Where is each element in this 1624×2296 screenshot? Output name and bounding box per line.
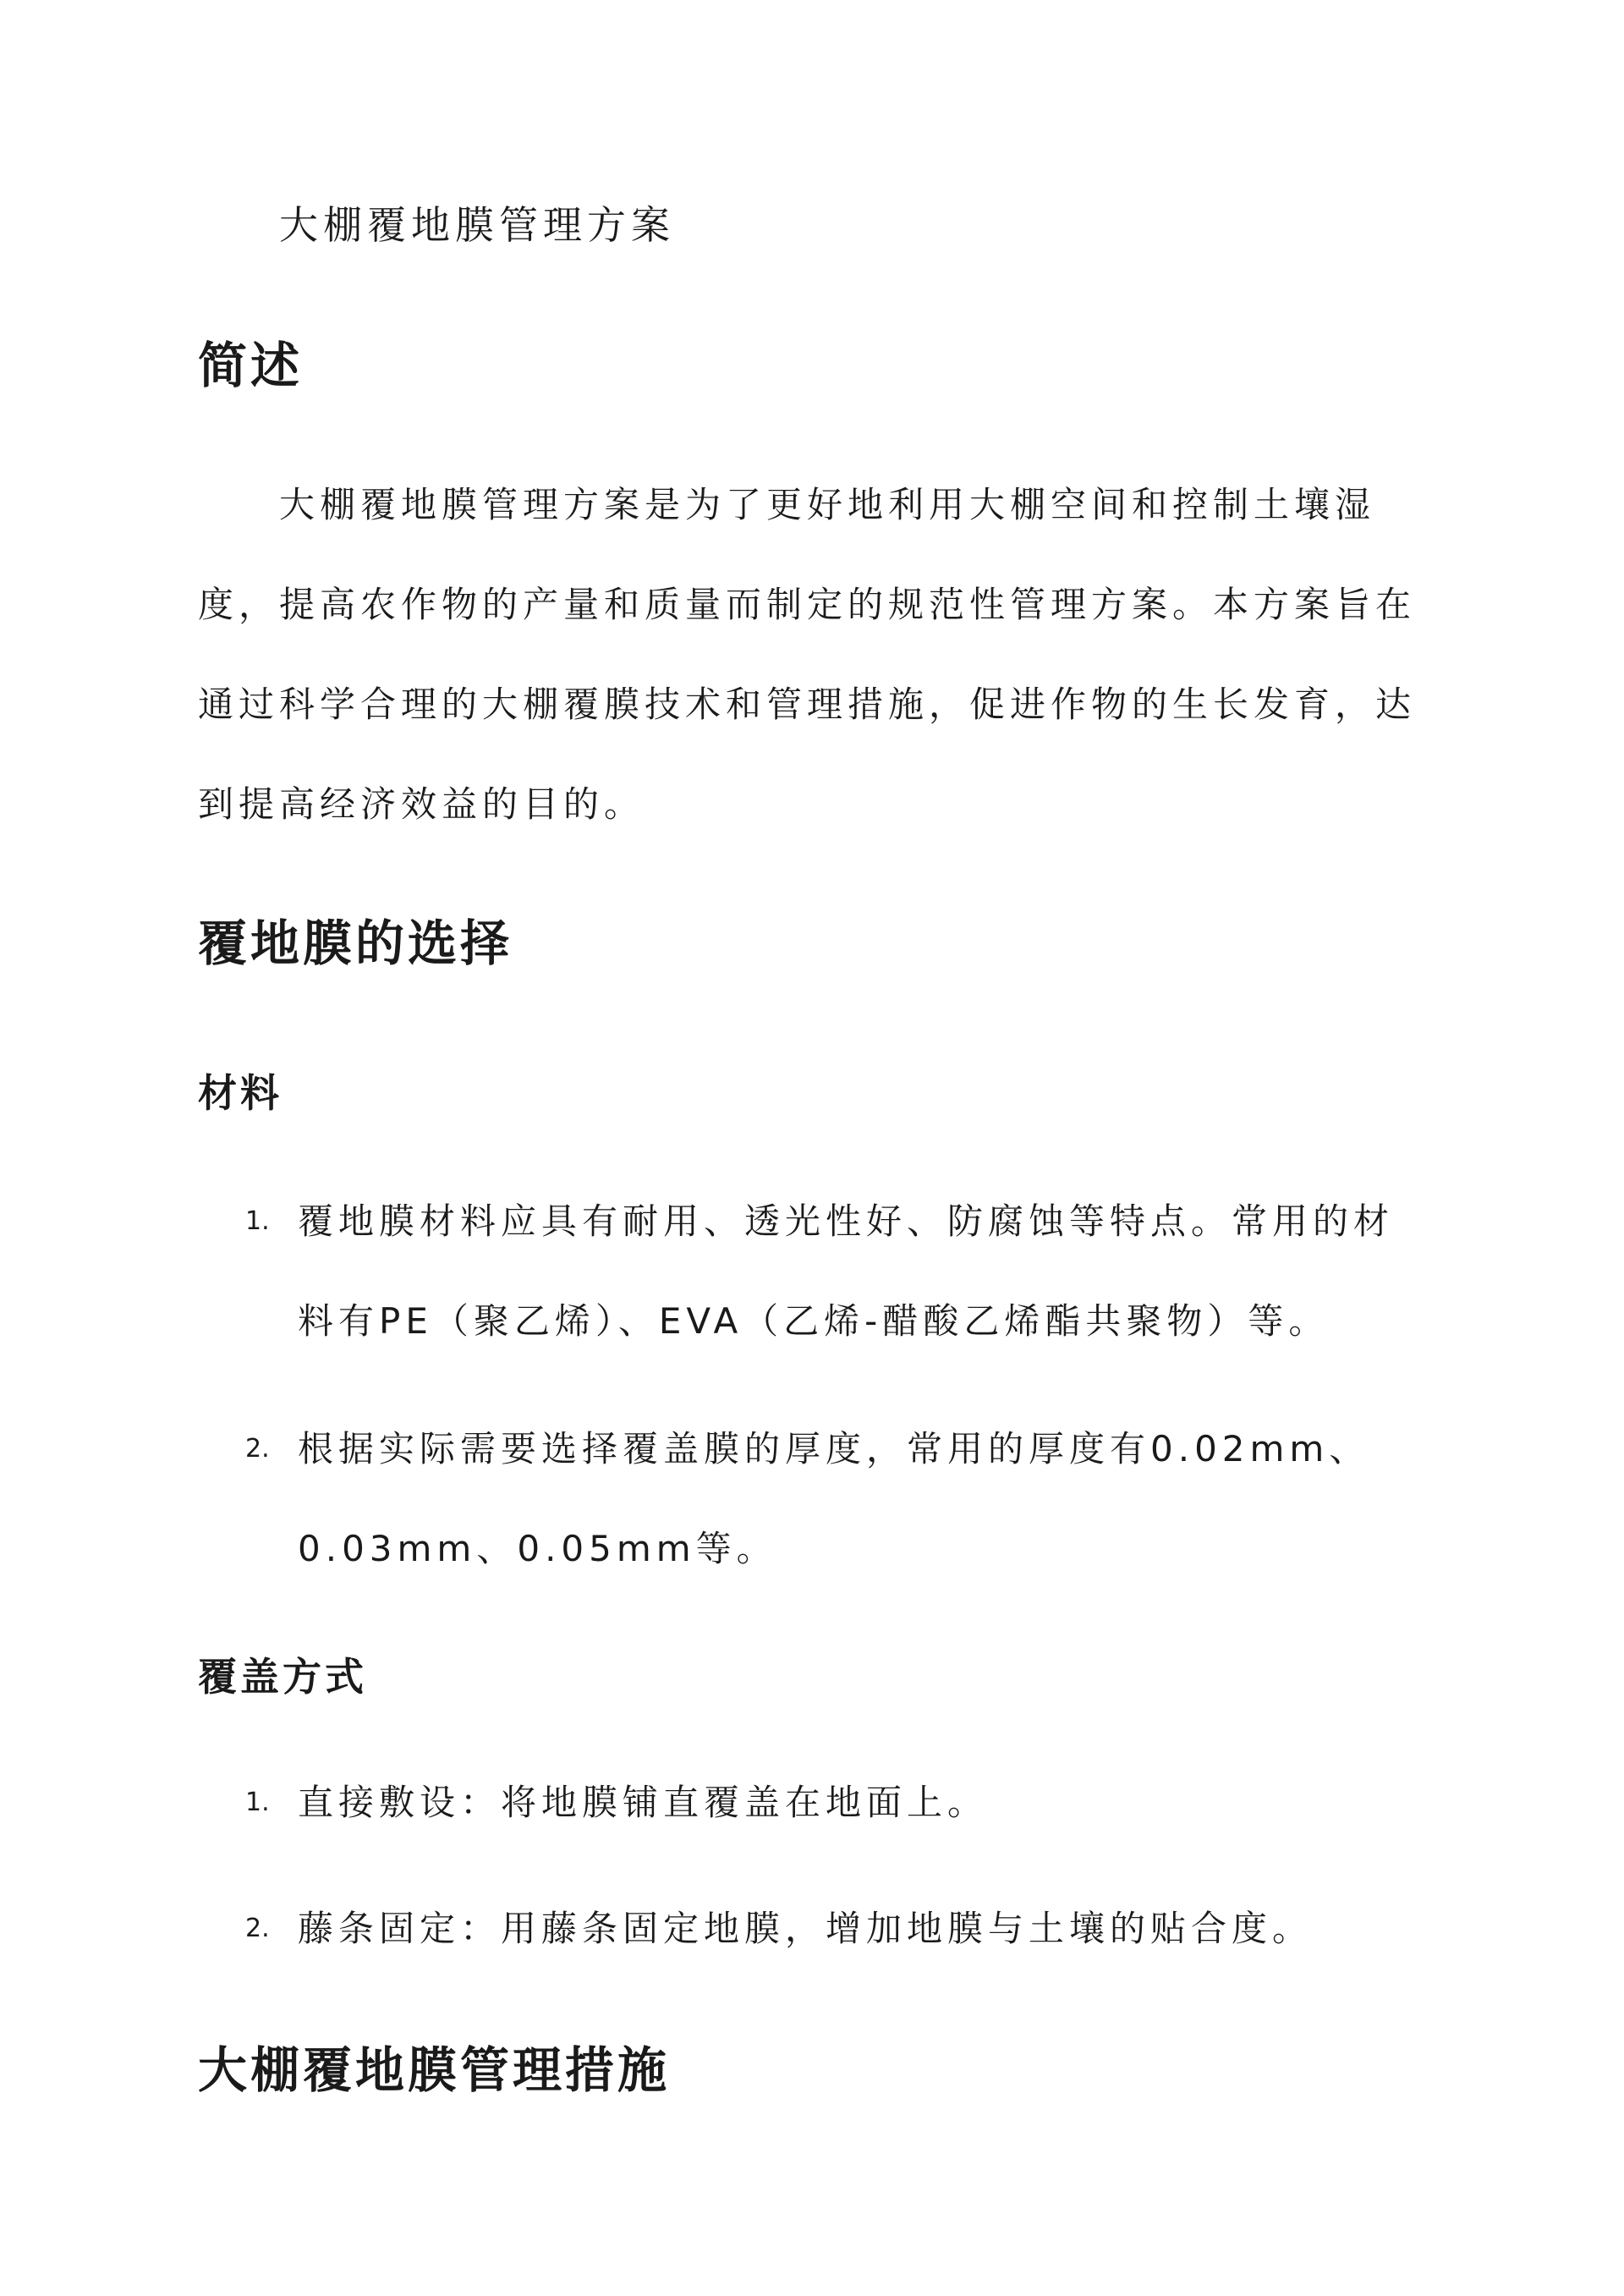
list-item (245, 1879, 1429, 1979)
list-item (245, 1399, 1429, 1599)
section-heading-selection: 覆地膜的选择 (198, 915, 513, 972)
list-number: 2. (245, 1914, 270, 1943)
list-number: 1. (245, 1788, 270, 1817)
list-number: 2. (245, 1434, 270, 1464)
list-item (245, 1753, 1429, 1853)
subsection-heading-method: 覆盖方式 (198, 1654, 367, 1700)
intro-paragraph: 大棚覆地膜管理方案是为了更好地利用大棚空间和控制土壤湿度，提高农作物的产量和质量而制定的规范性管理方案。本方案旨在通过科学合理的大棚覆膜技术和管理措施，促进作物的生长发育，达到提高经济效益的目的。 (198, 484, 1417, 825)
list-text: 藤条固定：用藤条固定地膜，增加地膜与土壤的贴合度。 (298, 1908, 1314, 1949)
list-item (245, 1172, 1429, 1371)
list-text: 覆地膜材料应具有耐用、透光性好、防腐蚀等特点。常用的材料有PE（聚乙烯）、EVA（乙烯-醋酸乙烯酯共聚物）等。 (298, 1200, 1395, 1342)
section-heading-intro: 简述 (198, 337, 304, 394)
list-number: 1. (245, 1206, 270, 1236)
section-heading-measures: 大棚覆地膜管理措施 (198, 2041, 671, 2099)
list-text: 直接敷设：将地膜铺直覆盖在地面上。 (298, 1782, 989, 1823)
document-title: 大棚覆地膜管理方案 (279, 202, 675, 248)
list-text: 根据实际需要选择覆盖膜的厚度，常用的厚度有0.02mm、0.03mm、0.05mm等。 (298, 1428, 1370, 1569)
subsection-heading-material: 材料 (198, 1070, 283, 1116)
